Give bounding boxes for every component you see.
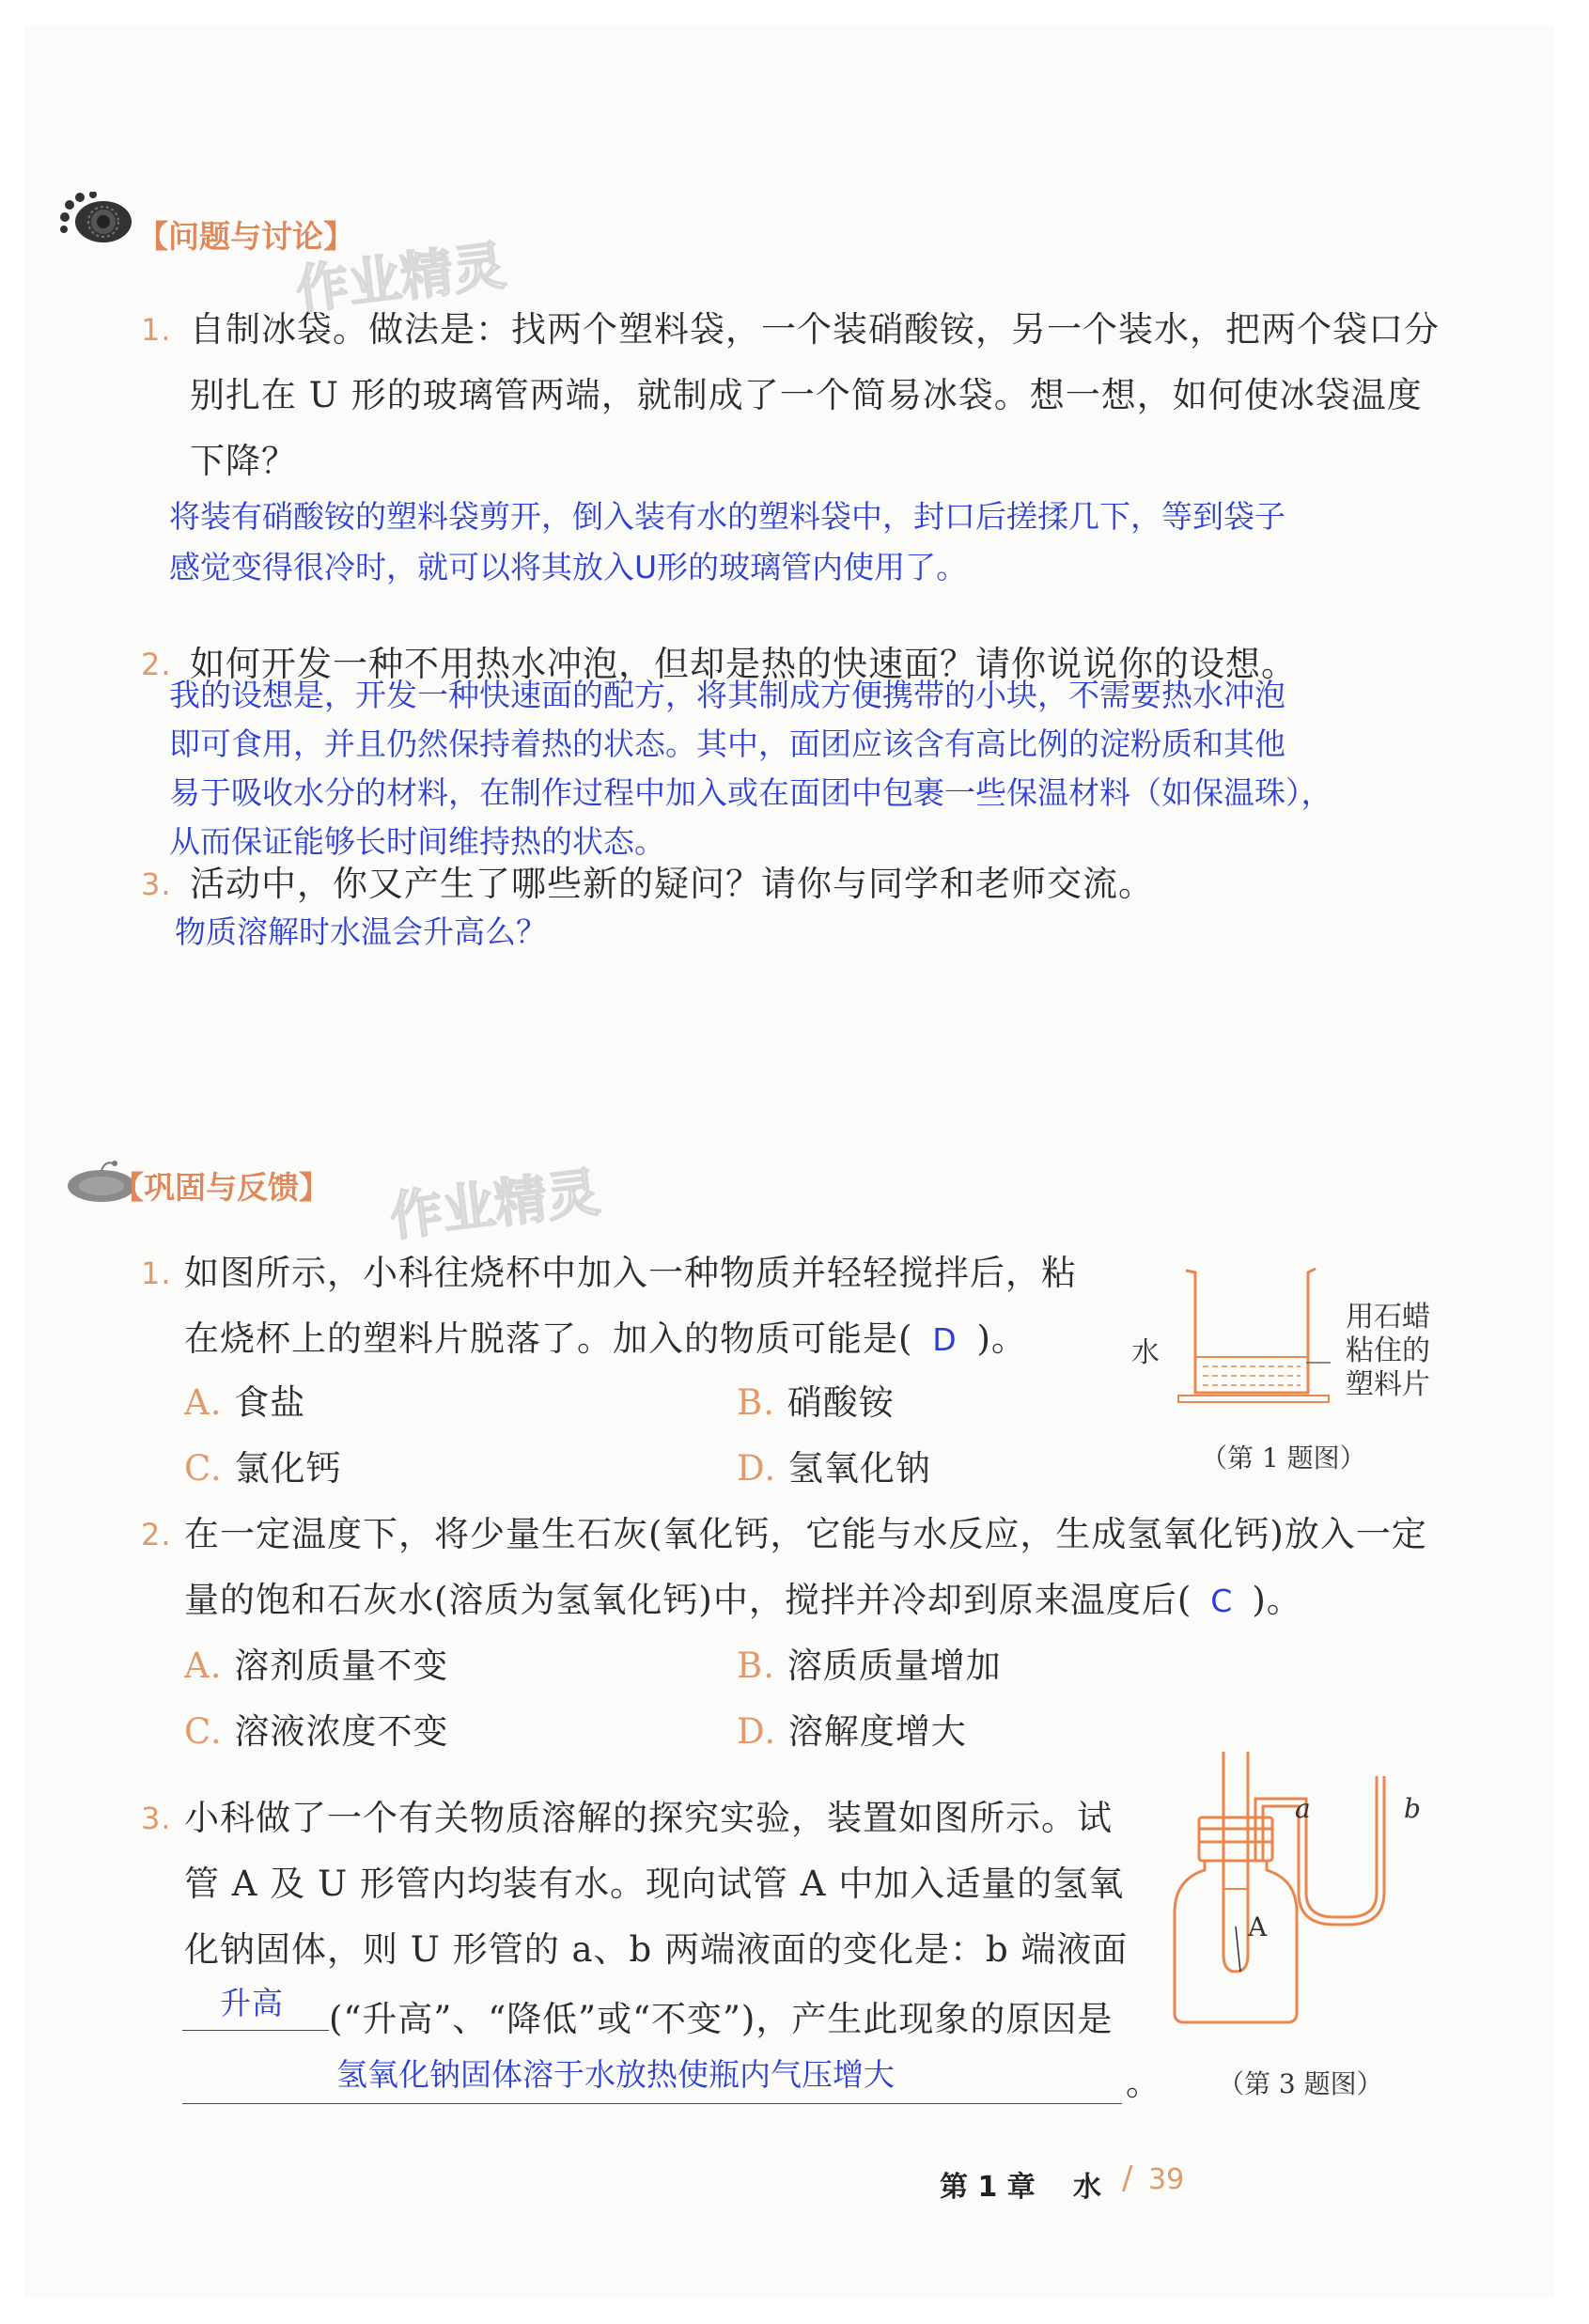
- question-text-line: 小科做了一个有关物质溶解的探究实验，装置如图所示。试: [184, 1798, 1113, 1838]
- page-number: 39: [1148, 2163, 1185, 2196]
- question-text-line: 活动中，你又产生了哪些新的疑问？请你与同学和老师交流。: [190, 864, 1154, 904]
- fill-blank: [182, 1985, 329, 2031]
- handwritten-answer: 感觉变得很冷时，就可以将其放入U形的玻璃管内使用了。: [169, 549, 968, 585]
- watermark: 作业精灵: [292, 235, 509, 322]
- label-a: a: [1295, 1793, 1311, 1824]
- option-d: [737, 1436, 931, 1502]
- option-letter: B.: [737, 1646, 775, 1686]
- handwritten-answer: 我的设想是，开发一种快速面的配方，将其制成方便携带的小块，不需要热水冲泡: [169, 677, 1285, 713]
- chapter-label: 第 1 章: [940, 2171, 1036, 2204]
- handwritten-answer: 从而保证能够长时间维持热的状态。: [169, 823, 665, 860]
- question-number: 3.: [141, 866, 172, 902]
- blank-answer: 氢氧化钠固体溶于水放热使瓶内气压增大: [336, 2056, 895, 2093]
- figure-caption: （第 3 题图）: [1218, 2068, 1383, 2099]
- question-number: 1.: [141, 1256, 172, 1291]
- question-text-line: [182, 1985, 1113, 2052]
- watermark: 作业精灵: [386, 1162, 603, 1249]
- choice-answer: D: [932, 1321, 958, 1358]
- option-text: 溶液浓度不变: [234, 1711, 449, 1752]
- question-text: (“升高”、“降低”或“不变”)，产生此现象的原因是: [329, 1999, 1114, 2039]
- flask-utube-figure: [1165, 1748, 1438, 2034]
- question-text-line: 如图所示，小科往烧杯中加入一种物质并轻轻搅拌后，粘: [184, 1253, 1077, 1293]
- question-text-line: 下降？: [190, 441, 297, 481]
- section-title-feedback: 【巩固与反馈】: [113, 1169, 330, 1206]
- section-icon-discussion: [55, 192, 141, 250]
- option-text: 溶质质量增加: [787, 1646, 1002, 1686]
- question-text: )。: [1252, 1580, 1302, 1620]
- option-c: [184, 1436, 342, 1502]
- question-text-line: [184, 1306, 1027, 1372]
- option-text: 溶解度增大: [787, 1711, 967, 1752]
- question-number: 2.: [141, 1517, 172, 1552]
- option-letter: D.: [737, 1711, 777, 1752]
- note-line: 塑料片: [1346, 1368, 1430, 1401]
- option-text: 硝酸铵: [787, 1382, 895, 1423]
- option-b: [737, 1633, 1002, 1699]
- option-text: 氢氧化钠: [787, 1448, 931, 1489]
- water-label: 水: [1131, 1336, 1160, 1369]
- option-a: [184, 1370, 305, 1436]
- option-letter: D.: [737, 1448, 777, 1489]
- option-letter: A.: [184, 1382, 223, 1423]
- question-text-line: 别扎在 U 形的玻璃管两端，就制成了一个简易冰袋。想一想，如何使冰袋温度: [190, 375, 1423, 415]
- option-c: [184, 1699, 449, 1765]
- label-tube-A: A: [1248, 1911, 1268, 1942]
- choice-answer: C: [1210, 1583, 1234, 1619]
- note-line: 用石蜡: [1346, 1301, 1430, 1334]
- option-text: 溶剂质量不变: [234, 1646, 449, 1686]
- question-text-line: 如何开发一种不用热水冲泡，但却是热的快速面？请你说说你的设想。: [190, 644, 1297, 684]
- end-mark: 。: [1126, 2063, 1161, 2103]
- handwritten-answer: 将装有硝酸铵的塑料袋剪开，倒入装有水的塑料袋中，封口后搓揉几下，等到袋子: [169, 498, 1285, 535]
- note-label: [1346, 1301, 1430, 1402]
- option-letter: C.: [184, 1711, 223, 1752]
- question-text-line: 在一定温度下，将少量生石灰(氧化钙，它能与水反应，生成氢氧化钙)放入一定: [184, 1514, 1427, 1554]
- question-number: 3.: [141, 1801, 172, 1836]
- figure-caption: （第 1 题图）: [1201, 1443, 1366, 1474]
- question-text-line: 自制冰袋。做法是：找两个塑料袋，一个装硝酸铵，另一个装水，把两个袋口分: [190, 309, 1440, 350]
- option-b: [737, 1370, 895, 1436]
- question-text: 量的饱和石灰水(溶质为氢氧化钙)中，搅拌并冷却到原来温度后(: [184, 1580, 1192, 1620]
- handwritten-answer: 即可食用，并且仍然保持着热的状态。其中，面团应该含有高比例的淀粉质和其他: [169, 725, 1285, 762]
- handwritten-answer: 物质溶解时水温会升高么？: [175, 913, 547, 950]
- note-line: 粘住的: [1346, 1334, 1430, 1367]
- section-title-discussion: 【问题与讨论】: [137, 218, 354, 255]
- beaker-figure: [1175, 1259, 1334, 1413]
- question-text-line: 管 A 及 U 形管内均装有水。现向试管 A 中加入适量的氢氧: [184, 1864, 1125, 1904]
- question-number: 2.: [141, 647, 172, 682]
- option-text: 食盐: [234, 1382, 306, 1423]
- option-text: 氯化钙: [234, 1448, 342, 1489]
- option-letter: C.: [184, 1448, 223, 1489]
- footer-separator: /: [1122, 2160, 1133, 2197]
- option-letter: B.: [737, 1382, 775, 1423]
- option-a: [184, 1633, 448, 1699]
- question-text: 在烧杯上的塑料片脱落了。加入的物质可能是(: [184, 1318, 913, 1359]
- question-number: 1.: [141, 312, 172, 348]
- option-d: [737, 1699, 967, 1765]
- label-b: b: [1404, 1793, 1421, 1824]
- question-text-line: 化钠固体，则 U 形管的 a、b 两端液面的变化是：b 端液面: [184, 1929, 1129, 1970]
- option-letter: A.: [184, 1646, 223, 1686]
- chapter-title: 水: [1073, 2171, 1101, 2204]
- fill-blank-long: [182, 2051, 1122, 2104]
- question-text-line: [184, 1568, 1302, 1633]
- handwritten-answer: 易于吸收水分的材料，在制作过程中加入或在面团中包裹一些保温材料（如保温珠），: [169, 774, 1332, 811]
- blank-answer: 升高: [220, 1985, 284, 2021]
- question-text: )。: [976, 1318, 1027, 1359]
